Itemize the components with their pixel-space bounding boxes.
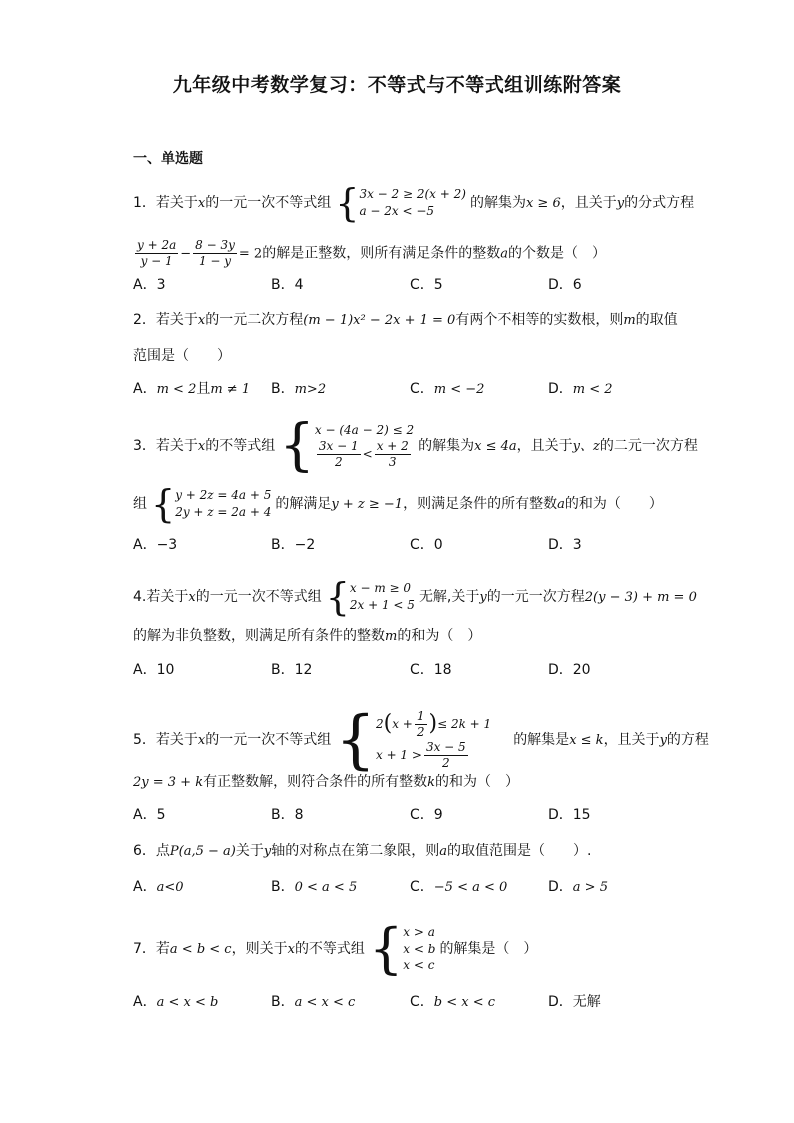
option-a[interactable]: A．10 <box>133 662 175 678</box>
option-d[interactable]: D．15 <box>548 807 591 823</box>
option-b[interactable]: B．0 < a < 5 <box>271 879 358 895</box>
option-c[interactable]: C．18 <box>410 662 452 678</box>
q6-options <box>133 876 653 896</box>
fraction: $\frac{x + 2}{3}$ <box>376 438 409 469</box>
option-a[interactable]: A．m < 2且m ≠ 1 <box>133 381 251 397</box>
option-d[interactable]: D．20 <box>548 662 591 678</box>
option-a[interactable]: A．−3 <box>133 537 178 553</box>
option-b[interactable]: B．m>2 <box>271 381 327 397</box>
option-a[interactable]: A．5 <box>133 807 166 823</box>
option-b[interactable]: B．4 <box>271 277 304 293</box>
q5-line-1: 5．若关于x的一元一次不等式组 { 2 ( x + $\frac{1}{2}$ ) ≤ 2k + 1 x + 1 > $\frac{3x - 5}{2}$ 的解集是x ≤ k，且关于y的方程 <box>133 703 709 777</box>
brace-icon: { <box>151 482 176 526</box>
inequality-system: { 2 ( x + $\frac{1}{2}$ ) ≤ 2k + 1 x + 1 > $\frac{3x - 5}{2}$ <box>335 703 492 777</box>
q2-options <box>133 378 653 398</box>
option-c[interactable]: C．m < −2 <box>410 381 485 397</box>
option-c[interactable]: C．−5 < a < 0 <box>410 879 508 895</box>
page-title: 九年级中考数学复习：不等式与不等式组训练附答案 <box>172 74 622 96</box>
option-d[interactable]: D．m < 2 <box>548 381 613 397</box>
option-d[interactable]: D．a > 5 <box>548 879 608 895</box>
option-c[interactable]: C．9 <box>410 807 443 823</box>
option-b[interactable]: B．−2 <box>271 537 316 553</box>
q3-line-1: 3．若关于x的不等式组 { x − (4a − 2) ≤ 2 $\frac{3x - 1}{2}$ < $\frac{x + 2}{3}$ 的解集为x ≤ 4a，且关于y、z的二元一次方程 <box>133 413 698 478</box>
option-c[interactable]: C．5 <box>410 277 443 293</box>
q3-line-2: 组 { y + 2z = 4a + 5 2y + z = 2a + 4 的解满足y + z ≥ −1，则满足条件的所有整数a的和为（ ） <box>133 482 663 526</box>
option-d[interactable]: D．6 <box>548 277 582 293</box>
q5-options <box>133 804 653 824</box>
fraction: $\frac{3x - 1}{2}$ <box>318 438 359 469</box>
q1-options <box>133 274 653 294</box>
brace-icon: { <box>368 917 404 980</box>
inequality-system: { x − (4a − 2) ≤ 2 $\frac{3x - 1}{2}$ < $\frac{x + 2}{3}$ <box>279 413 415 478</box>
q1-line-2: $\frac{y + 2a}{y - 1}$ − $\frac{8 - 3y}{1 - y}$ = 2的解是正整数，则所有满足条件的整数a的个数是（ ） <box>137 238 606 268</box>
q6-line-1: 6．点P(a,5 − a)关于y轴的对称点在第二象限，则a的取值范围是（ ）. <box>133 843 592 859</box>
fraction: $\frac{y + 2a}{y - 1}$ <box>137 238 177 268</box>
brace-icon: { <box>279 413 315 478</box>
option-d[interactable]: D．3 <box>548 537 582 553</box>
q7-options <box>133 991 653 1011</box>
brace-icon: { <box>335 181 360 225</box>
fraction: $\frac{3x - 5}{2}$ <box>425 740 466 770</box>
equation-system: { y + 2z = 4a + 5 2y + z = 2a + 4 <box>151 482 272 526</box>
brace-icon: { <box>325 575 350 619</box>
option-c[interactable]: C．0 <box>410 537 443 553</box>
q3-options <box>133 534 653 554</box>
option-b[interactable]: B．8 <box>271 807 304 823</box>
option-a[interactable]: A．a<0 <box>133 879 184 895</box>
section-heading: 一、单选题 <box>133 151 203 167</box>
fraction: $\frac{8 - 3y}{1 - y}$ <box>195 238 235 268</box>
q4-options <box>133 659 653 679</box>
option-b[interactable]: B．12 <box>271 662 313 678</box>
option-a[interactable]: A．3 <box>133 277 166 293</box>
option-a[interactable]: A．a < x < b <box>133 994 219 1010</box>
q2-line-2: 范围是（ ） <box>133 348 231 364</box>
q2-line-1: 2．若关于x的一元二次方程(m − 1)x² − 2x + 1 = 0有两个不相等的实数根，则m的取值 <box>133 312 678 328</box>
inequality-system: { x > a x < b x < c <box>368 917 436 980</box>
q4-line-1: 4.若关于x的一元一次不等式组 { x − m ≥ 0 2x + 1 < 5 无解,关于y的一元一次方程2(y − 3) + m = 0 <box>133 575 697 619</box>
option-b[interactable]: B．a < x < c <box>271 994 356 1010</box>
inequality-system: { x − m ≥ 0 2x + 1 < 5 <box>325 575 415 619</box>
q4-line-2: 的解为非负整数，则满足所有条件的整数m的和为（ ） <box>133 628 482 644</box>
q1-line-1: 1．若关于x的一元一次不等式组 { 3x − 2 ≥ 2(x + 2) a − 2x < −5 的解集为x ≥ 6，且关于y的分式方程 <box>133 181 695 225</box>
option-d[interactable]: D．无解 <box>548 994 601 1010</box>
inequality-system: { 3x − 2 ≥ 2(x + 2) a − 2x < −5 <box>335 181 466 225</box>
q7-line-1: 7．若a < b < c，则关于x的不等式组 { x > a x < b x < c 的解集是（ ） <box>133 917 538 980</box>
option-c[interactable]: C．b < x < c <box>410 994 496 1010</box>
brace-icon: { <box>335 703 376 777</box>
fraction: $\frac{1}{2}$ <box>416 709 425 739</box>
q5-line-2: 2y = 3 + k有正整数解，则符合条件的所有整数k的和为（ ） <box>133 774 519 790</box>
